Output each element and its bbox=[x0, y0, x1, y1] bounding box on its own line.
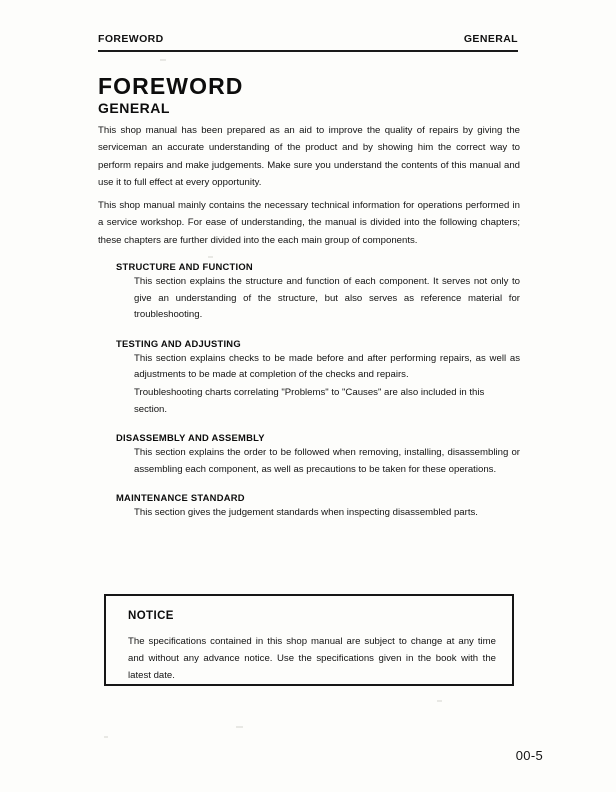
scan-speckle bbox=[236, 726, 243, 728]
page-title: FOREWORD bbox=[98, 73, 244, 99]
scan-speckle bbox=[208, 256, 213, 258]
section-paragraph: This section explains the structure and function of each component. It serves not only to give an understanding of the structure, but also serves as reference material for troubleshooting. bbox=[134, 276, 520, 321]
section-paragraph: This section explains checks to be made before and after performing repairs, as well as adjustments to be made at completion of the checks and repairs. bbox=[134, 352, 520, 381]
section-disassembly-and-assembly bbox=[116, 432, 520, 478]
header-divider-rule bbox=[98, 50, 518, 52]
chapter-sections-list bbox=[116, 261, 520, 522]
running-header-left: FOREWORD bbox=[98, 33, 164, 45]
section-paragraph: Troubleshooting charts correlating "Problems" to "Causes" are also included in this section. bbox=[134, 386, 485, 415]
notice-box bbox=[104, 594, 514, 686]
section-heading: STRUCTURE AND FUNCTION bbox=[116, 261, 253, 272]
section-heading: DISASSEMBLY AND ASSEMBLY bbox=[116, 432, 265, 444]
section-paragraph: This section gives the judgement standards when inspecting disassembled parts. bbox=[134, 507, 478, 519]
page-number: 00-5 bbox=[515, 748, 543, 763]
notice-text: The specifications contained in this shop manual are subject to change at any time and without any advance notice. Use the specifications given in the book with the latest date. bbox=[128, 636, 496, 681]
section-heading: TESTING AND ADJUSTING bbox=[116, 337, 241, 349]
section-maintenance-standard bbox=[116, 492, 520, 522]
intro-paragraph-1: This shop manual has been prepared as an aid to improve the quality of repairs by giving the serviceman an accurate understanding of the product and by showing him the correct way to perform repairs and make judgements. Make sure you understand the contents of this manual and use it to full effect at every opportunity. bbox=[98, 125, 520, 189]
running-header-right: GENERAL bbox=[463, 33, 518, 45]
running-header bbox=[98, 33, 518, 45]
section-structure-and-function bbox=[116, 261, 520, 324]
section-body bbox=[134, 505, 520, 522]
section-paragraph: This section explains the order to be followed when removing, installing, disassembling or assembling each component, as well as precautions to be taken for these operations. bbox=[134, 447, 520, 475]
scan-speckle bbox=[160, 59, 166, 61]
intro-paragraph-2-container bbox=[98, 197, 520, 249]
scan-speckle bbox=[437, 700, 442, 702]
scan-speckle bbox=[104, 736, 108, 738]
intro-paragraph-1-container bbox=[98, 122, 520, 192]
notice-title: NOTICE bbox=[128, 610, 174, 622]
intro-paragraph-2: This shop manual mainly contains the necessary technical information for operations performed in a service workshop. For ease of understanding, the manual is divided into the following chapters; these chapters are further divided into the each main group of components. bbox=[98, 200, 520, 246]
page-subtitle: GENERAL bbox=[98, 100, 170, 116]
section-body bbox=[134, 351, 520, 418]
section-heading: MAINTENANCE STANDARD bbox=[116, 492, 245, 504]
section-body bbox=[134, 445, 520, 478]
section-testing-and-adjusting bbox=[116, 338, 520, 418]
section-body bbox=[134, 274, 520, 324]
